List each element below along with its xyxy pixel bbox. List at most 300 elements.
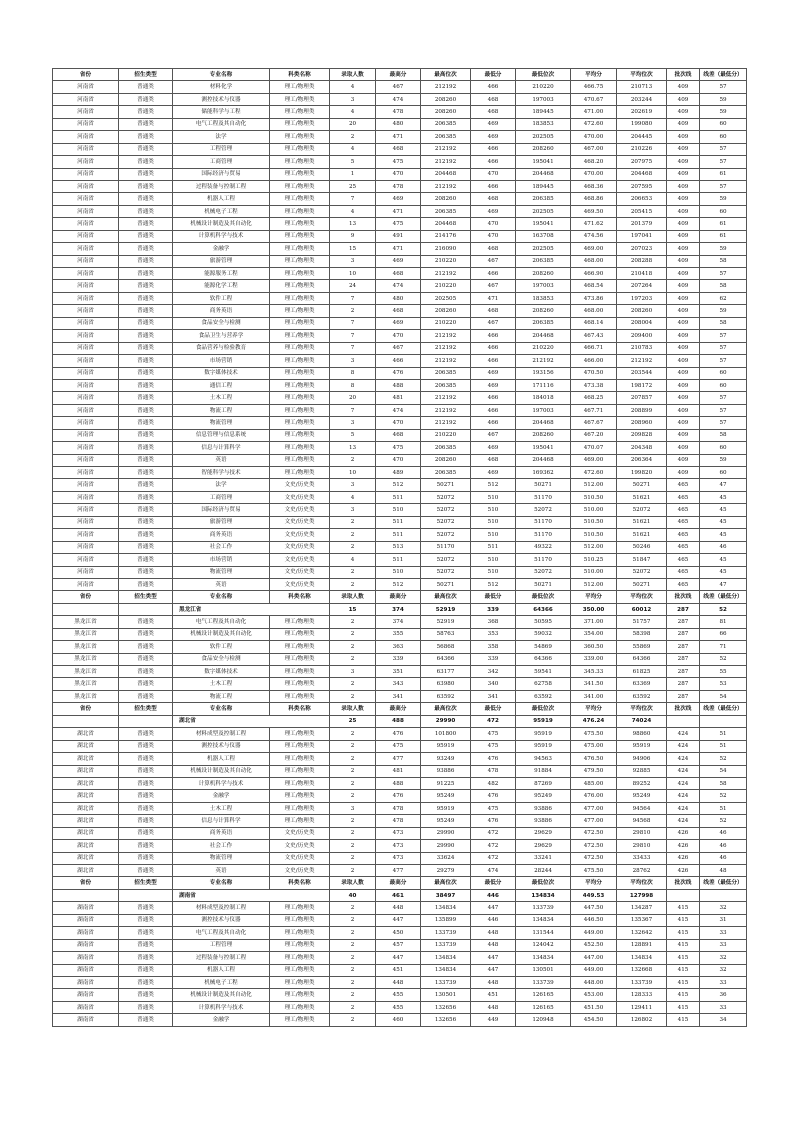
cell-major: 电气工程及其自动化 bbox=[173, 118, 270, 130]
cell-min-score: 341 bbox=[471, 690, 516, 702]
cell-min-rank: 183853 bbox=[516, 292, 571, 304]
cell-subject: 理工/物理类 bbox=[270, 280, 330, 292]
cell-major: 物流管理 bbox=[173, 852, 270, 864]
table-row bbox=[53, 454, 747, 466]
cell-province: 河南省 bbox=[53, 404, 119, 416]
cell-max-score: 475 bbox=[376, 218, 421, 230]
cell-enroll-type: 普通类 bbox=[119, 914, 173, 926]
cell-subject: 理工/物理类 bbox=[270, 417, 330, 429]
cell-avg-score: 468.54 bbox=[571, 280, 617, 292]
cell-major: 国际经济与贸易 bbox=[173, 504, 270, 516]
cell-avg-score: 466.71 bbox=[571, 342, 617, 354]
cell-enroll-type: 普通类 bbox=[119, 690, 173, 702]
cell-min-rank: 134834 bbox=[516, 914, 571, 926]
cell-subject: 理工/物理类 bbox=[270, 404, 330, 416]
cell-admitted: 2 bbox=[330, 578, 376, 590]
cell-avg-score: 468.00 bbox=[571, 305, 617, 317]
header-subject: 科类名称 bbox=[270, 877, 330, 889]
cell-enroll-type: 普通类 bbox=[119, 255, 173, 267]
cell-enroll-type: 普通类 bbox=[119, 280, 173, 292]
table-row bbox=[53, 666, 747, 678]
cell-province: 河南省 bbox=[53, 305, 119, 317]
cell-subject: 理工/物理类 bbox=[270, 678, 330, 690]
cell-province: 湖北省 bbox=[53, 827, 119, 839]
cell-min-rank: 206385 bbox=[516, 255, 571, 267]
cell-max-score: 474 bbox=[376, 93, 421, 105]
cell-min-score: 466 bbox=[471, 417, 516, 429]
cell-major: 计算机科学与技术 bbox=[173, 1001, 270, 1013]
table-row bbox=[53, 628, 747, 640]
cell-avg-rank: 212192 bbox=[617, 355, 667, 367]
cell-batch-line: 409 bbox=[667, 330, 700, 342]
summary-cell: 134834 bbox=[516, 889, 571, 901]
cell-max-score: 468 bbox=[376, 143, 421, 155]
table-row bbox=[53, 305, 747, 317]
cell-avg-rank: 204468 bbox=[617, 168, 667, 180]
cell-min-rank: 94563 bbox=[516, 753, 571, 765]
cell-major: 法学 bbox=[173, 131, 270, 143]
cell-major: 机器人工程 bbox=[173, 193, 270, 205]
cell-admitted: 2 bbox=[330, 852, 376, 864]
cell-subject: 文史/历史类 bbox=[270, 479, 330, 491]
cell-admitted: 2 bbox=[330, 777, 376, 789]
cell-major: 材料化学 bbox=[173, 81, 270, 93]
cell-score-gap: 47 bbox=[700, 479, 747, 491]
cell-max-score: 457 bbox=[376, 939, 421, 951]
cell-admitted: 2 bbox=[330, 989, 376, 1001]
summary-province: 湖北省 bbox=[173, 715, 330, 727]
cell-major: 商务英语 bbox=[173, 529, 270, 541]
cell-major: 物流管理 bbox=[173, 417, 270, 429]
header-province: 省份 bbox=[53, 703, 119, 715]
cell-max-score: 488 bbox=[376, 379, 421, 391]
cell-max-rank: 134834 bbox=[421, 964, 471, 976]
header-enroll-type: 招生类型 bbox=[119, 703, 173, 715]
cell-min-score: 368 bbox=[471, 616, 516, 628]
cell-min-score: 512 bbox=[471, 479, 516, 491]
cell-batch-line: 287 bbox=[667, 653, 700, 665]
cell-min-rank: 126165 bbox=[516, 1001, 571, 1013]
cell-enroll-type: 普通类 bbox=[119, 678, 173, 690]
cell-major: 机器人工程 bbox=[173, 964, 270, 976]
cell-subject: 理工/物理类 bbox=[270, 454, 330, 466]
cell-batch-line: 415 bbox=[667, 902, 700, 914]
header-major: 专业名称 bbox=[173, 877, 270, 889]
cell-max-score: 468 bbox=[376, 429, 421, 441]
table-row bbox=[53, 616, 747, 628]
cell-subject: 理工/物理类 bbox=[270, 93, 330, 105]
cell-major: 过程装备与控制工程 bbox=[173, 180, 270, 192]
cell-admitted: 4 bbox=[330, 205, 376, 217]
cell-avg-rank: 52072 bbox=[617, 566, 667, 578]
cell-avg-score: 447.00 bbox=[571, 952, 617, 964]
cell-score-gap: 51 bbox=[700, 740, 747, 752]
cell-min-rank: 202505 bbox=[516, 131, 571, 143]
cell-avg-rank: 207857 bbox=[617, 392, 667, 404]
cell-avg-score: 474.56 bbox=[571, 230, 617, 242]
cell-avg-rank: 28762 bbox=[617, 865, 667, 877]
table-row bbox=[53, 529, 747, 541]
cell-batch-line: 409 bbox=[667, 292, 700, 304]
header-score-gap: 线差（最低分） bbox=[700, 703, 747, 715]
table-row bbox=[53, 417, 747, 429]
cell-avg-score: 469.50 bbox=[571, 205, 617, 217]
cell-max-rank: 95249 bbox=[421, 815, 471, 827]
cell-subject: 理工/物理类 bbox=[270, 243, 330, 255]
cell-province: 黑龙江省 bbox=[53, 628, 119, 640]
cell-avg-rank: 55869 bbox=[617, 641, 667, 653]
cell-province: 湖北省 bbox=[53, 790, 119, 802]
cell-max-score: 447 bbox=[376, 952, 421, 964]
cell-max-rank: 101800 bbox=[421, 728, 471, 740]
cell-avg-rank: 207264 bbox=[617, 280, 667, 292]
cell-max-rank: 208260 bbox=[421, 193, 471, 205]
cell-enroll-type: 普通类 bbox=[119, 156, 173, 168]
cell-enroll-type: 普通类 bbox=[119, 243, 173, 255]
cell-max-rank: 93886 bbox=[421, 765, 471, 777]
cell-avg-score: 360.50 bbox=[571, 641, 617, 653]
summary-cell bbox=[667, 889, 700, 901]
cell-province: 湖北省 bbox=[53, 815, 119, 827]
cell-max-score: 476 bbox=[376, 728, 421, 740]
table-row bbox=[53, 653, 747, 665]
summary-cell: 488 bbox=[376, 715, 421, 727]
cell-min-score: 446 bbox=[471, 914, 516, 926]
header-max-rank: 最高位次 bbox=[421, 703, 471, 715]
cell-avg-score: 345.33 bbox=[571, 666, 617, 678]
table-row bbox=[53, 106, 747, 118]
cell-avg-score: 485.00 bbox=[571, 777, 617, 789]
cell-enroll-type: 普通类 bbox=[119, 728, 173, 740]
cell-batch-line: 424 bbox=[667, 740, 700, 752]
cell-avg-rank: 89252 bbox=[617, 777, 667, 789]
cell-min-score: 469 bbox=[471, 205, 516, 217]
cell-max-score: 511 bbox=[376, 516, 421, 528]
cell-max-rank: 204468 bbox=[421, 218, 471, 230]
cell-min-score: 470 bbox=[471, 230, 516, 242]
cell-batch-line: 287 bbox=[667, 666, 700, 678]
admission-score-table bbox=[52, 68, 747, 1027]
cell-min-score: 466 bbox=[471, 268, 516, 280]
cell-enroll-type: 普通类 bbox=[119, 976, 173, 988]
cell-min-rank: 126165 bbox=[516, 989, 571, 1001]
cell-batch-line: 415 bbox=[667, 939, 700, 951]
cell-enroll-type: 普通类 bbox=[119, 479, 173, 491]
cell-min-score: 475 bbox=[471, 728, 516, 740]
cell-min-rank: 210220 bbox=[516, 81, 571, 93]
cell-max-score: 481 bbox=[376, 765, 421, 777]
cell-subject: 文史/历史类 bbox=[270, 566, 330, 578]
cell-min-score: 449 bbox=[471, 1014, 516, 1026]
cell-max-rank: 212192 bbox=[421, 355, 471, 367]
cell-enroll-type: 普通类 bbox=[119, 964, 173, 976]
cell-enroll-type: 普通类 bbox=[119, 666, 173, 678]
province-summary-row bbox=[53, 889, 747, 901]
table-row bbox=[53, 404, 747, 416]
cell-avg-score: 512.00 bbox=[571, 578, 617, 590]
cell-avg-score: 470.00 bbox=[571, 131, 617, 143]
cell-avg-score: 469.00 bbox=[571, 243, 617, 255]
table-row bbox=[53, 118, 747, 130]
cell-enroll-type: 普通类 bbox=[119, 491, 173, 503]
cell-max-score: 477 bbox=[376, 865, 421, 877]
cell-admitted: 20 bbox=[330, 392, 376, 404]
cell-admitted: 3 bbox=[330, 355, 376, 367]
cell-max-score: 510 bbox=[376, 566, 421, 578]
cell-batch-line: 409 bbox=[667, 131, 700, 143]
cell-major: 土木工程 bbox=[173, 678, 270, 690]
cell-enroll-type: 普通类 bbox=[119, 230, 173, 242]
cell-min-score: 468 bbox=[471, 106, 516, 118]
header-min-rank: 最低位次 bbox=[516, 877, 571, 889]
header-batch-line: 批次线 bbox=[667, 591, 700, 603]
cell-score-gap: 58 bbox=[700, 280, 747, 292]
cell-subject: 理工/物理类 bbox=[270, 740, 330, 752]
cell-max-rank: 130501 bbox=[421, 989, 471, 1001]
cell-batch-line: 415 bbox=[667, 927, 700, 939]
empty-cell bbox=[119, 603, 173, 615]
cell-enroll-type: 普通类 bbox=[119, 616, 173, 628]
header-avg-rank: 平均位次 bbox=[617, 877, 667, 889]
cell-batch-line: 415 bbox=[667, 952, 700, 964]
summary-cell: 52919 bbox=[421, 603, 471, 615]
cell-avg-score: 510.50 bbox=[571, 516, 617, 528]
cell-subject: 理工/物理类 bbox=[270, 268, 330, 280]
cell-subject: 理工/物理类 bbox=[270, 429, 330, 441]
table-row bbox=[53, 180, 747, 192]
cell-score-gap: 53 bbox=[700, 678, 747, 690]
cell-max-rank: 29990 bbox=[421, 840, 471, 852]
cell-province: 河南省 bbox=[53, 392, 119, 404]
cell-max-score: 478 bbox=[376, 802, 421, 814]
header-score-gap: 线差（最低分） bbox=[700, 69, 747, 81]
cell-major: 软件工程 bbox=[173, 641, 270, 653]
header-max-score: 最高分 bbox=[376, 877, 421, 889]
summary-cell: 29990 bbox=[421, 715, 471, 727]
cell-avg-score: 453.00 bbox=[571, 989, 617, 1001]
header-enroll-type: 招生类型 bbox=[119, 877, 173, 889]
cell-min-score: 471 bbox=[471, 292, 516, 304]
cell-min-rank: 33241 bbox=[516, 852, 571, 864]
cell-province: 河南省 bbox=[53, 168, 119, 180]
table-row bbox=[53, 156, 747, 168]
cell-major: 过程装备与控制工程 bbox=[173, 952, 270, 964]
cell-admitted: 2 bbox=[330, 939, 376, 951]
table-row bbox=[53, 379, 747, 391]
cell-subject: 理工/物理类 bbox=[270, 193, 330, 205]
cell-max-rank: 212192 bbox=[421, 342, 471, 354]
cell-min-rank: 51170 bbox=[516, 554, 571, 566]
cell-avg-score: 477.00 bbox=[571, 815, 617, 827]
cell-avg-score: 466.75 bbox=[571, 81, 617, 93]
cell-avg-rank: 95249 bbox=[617, 790, 667, 802]
cell-max-score: 512 bbox=[376, 578, 421, 590]
table-row bbox=[53, 218, 747, 230]
cell-max-rank: 132656 bbox=[421, 1001, 471, 1013]
cell-max-score: 343 bbox=[376, 678, 421, 690]
province-summary-row bbox=[53, 715, 747, 727]
table-row bbox=[53, 952, 747, 964]
cell-batch-line: 287 bbox=[667, 641, 700, 653]
cell-max-rank: 210220 bbox=[421, 429, 471, 441]
cell-batch-line: 424 bbox=[667, 728, 700, 740]
cell-max-score: 468 bbox=[376, 268, 421, 280]
cell-batch-line: 409 bbox=[667, 156, 700, 168]
cell-avg-score: 470.67 bbox=[571, 93, 617, 105]
cell-min-score: 472 bbox=[471, 840, 516, 852]
cell-province: 湖北省 bbox=[53, 728, 119, 740]
cell-subject: 理工/物理类 bbox=[270, 939, 330, 951]
cell-min-rank: 62758 bbox=[516, 678, 571, 690]
table-row bbox=[53, 678, 747, 690]
cell-min-rank: 208260 bbox=[516, 305, 571, 317]
table-row bbox=[53, 554, 747, 566]
table-row bbox=[53, 392, 747, 404]
cell-score-gap: 60 bbox=[700, 367, 747, 379]
cell-min-score: 478 bbox=[471, 765, 516, 777]
cell-min-score: 510 bbox=[471, 516, 516, 528]
cell-province: 河南省 bbox=[53, 330, 119, 342]
cell-avg-score: 472.50 bbox=[571, 840, 617, 852]
cell-avg-score: 510.00 bbox=[571, 504, 617, 516]
table-row bbox=[53, 802, 747, 814]
cell-max-rank: 33624 bbox=[421, 852, 471, 864]
cell-province: 湖北省 bbox=[53, 740, 119, 752]
summary-cell: 38497 bbox=[421, 889, 471, 901]
cell-enroll-type: 普通类 bbox=[119, 1014, 173, 1026]
cell-avg-score: 467.20 bbox=[571, 429, 617, 441]
cell-batch-line: 409 bbox=[667, 143, 700, 155]
cell-province: 河南省 bbox=[53, 442, 119, 454]
cell-avg-rank: 63592 bbox=[617, 690, 667, 702]
header-enroll-type: 招生类型 bbox=[119, 591, 173, 603]
cell-subject: 理工/物理类 bbox=[270, 317, 330, 329]
cell-score-gap: 60 bbox=[700, 467, 747, 479]
cell-max-score: 374 bbox=[376, 616, 421, 628]
cell-province: 河南省 bbox=[53, 205, 119, 217]
cell-subject: 理工/物理类 bbox=[270, 442, 330, 454]
cell-max-score: 341 bbox=[376, 690, 421, 702]
cell-score-gap: 46 bbox=[700, 840, 747, 852]
cell-avg-rank: 208260 bbox=[617, 305, 667, 317]
cell-min-score: 468 bbox=[471, 454, 516, 466]
header-min-rank: 最低位次 bbox=[516, 69, 571, 81]
cell-min-score: 451 bbox=[471, 989, 516, 1001]
cell-min-rank: 95249 bbox=[516, 790, 571, 802]
cell-admitted: 3 bbox=[330, 255, 376, 267]
cell-score-gap: 55 bbox=[700, 666, 747, 678]
cell-min-rank: 195041 bbox=[516, 156, 571, 168]
cell-province: 河南省 bbox=[53, 417, 119, 429]
header-avg-score: 平均分 bbox=[571, 591, 617, 603]
cell-province: 湖南省 bbox=[53, 939, 119, 951]
table-row bbox=[53, 1001, 747, 1013]
cell-major: 计算机科学与技术 bbox=[173, 777, 270, 789]
table-row bbox=[53, 541, 747, 553]
cell-max-rank: 208260 bbox=[421, 454, 471, 466]
cell-score-gap: 57 bbox=[700, 156, 747, 168]
cell-province: 河南省 bbox=[53, 255, 119, 267]
cell-province: 河南省 bbox=[53, 467, 119, 479]
cell-admitted: 20 bbox=[330, 118, 376, 130]
cell-enroll-type: 普通类 bbox=[119, 952, 173, 964]
cell-max-score: 448 bbox=[376, 902, 421, 914]
cell-province: 河南省 bbox=[53, 541, 119, 553]
cell-batch-line: 415 bbox=[667, 914, 700, 926]
table-row bbox=[53, 578, 747, 590]
cell-avg-score: 339.00 bbox=[571, 653, 617, 665]
cell-batch-line: 409 bbox=[667, 268, 700, 280]
cell-major: 材料成型及控制工程 bbox=[173, 902, 270, 914]
cell-admitted: 4 bbox=[330, 81, 376, 93]
cell-min-rank: 183853 bbox=[516, 118, 571, 130]
cell-min-score: 482 bbox=[471, 777, 516, 789]
table-row bbox=[53, 976, 747, 988]
cell-avg-score: 473.38 bbox=[571, 379, 617, 391]
cell-province: 湖南省 bbox=[53, 1001, 119, 1013]
summary-cell: 339 bbox=[471, 603, 516, 615]
cell-province: 河南省 bbox=[53, 342, 119, 354]
cell-avg-rank: 33433 bbox=[617, 852, 667, 864]
cell-max-score: 455 bbox=[376, 1001, 421, 1013]
cell-admitted: 9 bbox=[330, 230, 376, 242]
cell-admitted: 4 bbox=[330, 554, 376, 566]
table-row bbox=[53, 777, 747, 789]
cell-avg-score: 475.50 bbox=[571, 728, 617, 740]
cell-max-rank: 51170 bbox=[421, 541, 471, 553]
cell-avg-rank: 210418 bbox=[617, 268, 667, 280]
cell-score-gap: 59 bbox=[700, 305, 747, 317]
cell-max-score: 510 bbox=[376, 504, 421, 516]
cell-major: 商务英语 bbox=[173, 305, 270, 317]
cell-batch-line: 409 bbox=[667, 404, 700, 416]
header-min-score: 最低分 bbox=[471, 69, 516, 81]
cell-subject: 理工/物理类 bbox=[270, 355, 330, 367]
cell-score-gap: 46 bbox=[700, 541, 747, 553]
cell-min-score: 475 bbox=[471, 802, 516, 814]
cell-avg-rank: 126802 bbox=[617, 1014, 667, 1026]
cell-batch-line: 465 bbox=[667, 566, 700, 578]
cell-province: 湖北省 bbox=[53, 753, 119, 765]
cell-major: 数字媒体技术 bbox=[173, 666, 270, 678]
table-row bbox=[53, 765, 747, 777]
summary-cell: 476.24 bbox=[571, 715, 617, 727]
cell-batch-line: 409 bbox=[667, 168, 700, 180]
cell-avg-rank: 210783 bbox=[617, 342, 667, 354]
table-row bbox=[53, 205, 747, 217]
cell-score-gap: 48 bbox=[700, 865, 747, 877]
cell-min-rank: 51170 bbox=[516, 529, 571, 541]
cell-enroll-type: 普通类 bbox=[119, 989, 173, 1001]
cell-score-gap: 58 bbox=[700, 429, 747, 441]
cell-admitted: 2 bbox=[330, 753, 376, 765]
cell-score-gap: 32 bbox=[700, 952, 747, 964]
cell-subject: 理工/物理类 bbox=[270, 666, 330, 678]
cell-score-gap: 45 bbox=[700, 516, 747, 528]
cell-province: 湖南省 bbox=[53, 976, 119, 988]
cell-min-rank: 87269 bbox=[516, 777, 571, 789]
cell-avg-rank: 135367 bbox=[617, 914, 667, 926]
cell-avg-rank: 94568 bbox=[617, 815, 667, 827]
empty-cell bbox=[119, 715, 173, 727]
cell-major: 金融学 bbox=[173, 790, 270, 802]
cell-min-rank: 193156 bbox=[516, 367, 571, 379]
cell-province: 黑龙江省 bbox=[53, 616, 119, 628]
cell-max-rank: 210220 bbox=[421, 280, 471, 292]
cell-province: 黑龙江省 bbox=[53, 690, 119, 702]
cell-batch-line: 409 bbox=[667, 367, 700, 379]
cell-province: 湖南省 bbox=[53, 927, 119, 939]
